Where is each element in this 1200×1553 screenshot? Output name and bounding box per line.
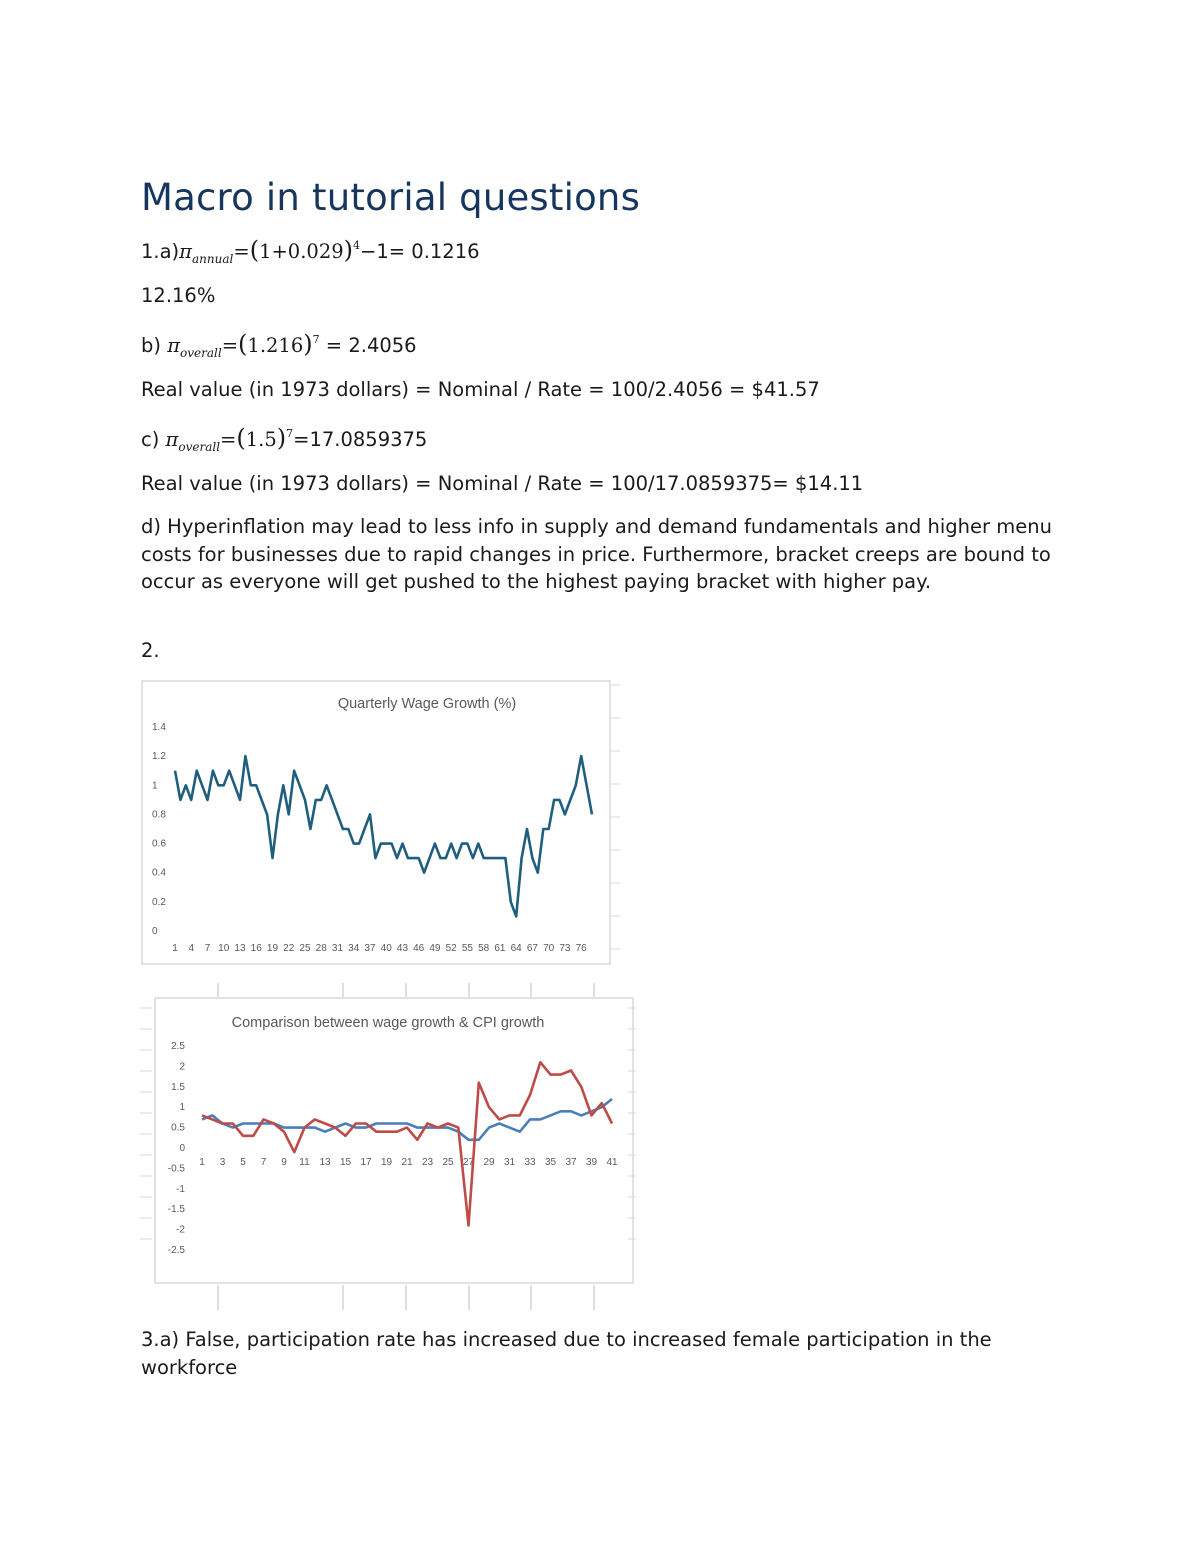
y-tick-label: 2.5 <box>171 1041 185 1052</box>
exponent: 7 <box>312 333 320 346</box>
x-tick-label: 35 <box>544 1157 557 1168</box>
x-tick-label: 7 <box>260 1157 267 1168</box>
x-tick-label: 52 <box>445 943 457 954</box>
q1c-inner: 1.5 <box>245 428 277 451</box>
x-tick-label: 76 <box>575 943 587 954</box>
x-tick-label: 46 <box>413 943 425 954</box>
y-tick-label: -2 <box>176 1224 185 1236</box>
q1c-real-value: Real value (in 1973 dollars) = Nominal / Rate = 100/17.0859375= $14.11 <box>141 472 864 495</box>
x-tick-label: 13 <box>234 943 246 954</box>
equals-sign: = <box>233 240 250 263</box>
x-tick-label: 31 <box>503 1157 516 1168</box>
x-tick-label: 37 <box>565 1157 577 1168</box>
wage-growth-chart <box>120 675 625 970</box>
q1c-equation <box>141 424 427 454</box>
chart-title: Quarterly Wage Growth (%) <box>337 696 517 712</box>
x-tick-label: 25 <box>299 943 311 954</box>
x-tick-label: 27 <box>462 1157 475 1168</box>
x-tick-label: 31 <box>331 943 344 954</box>
q1c-label: c) <box>141 428 166 451</box>
q1b-label: b) <box>141 334 168 357</box>
open-paren: ( <box>238 330 248 358</box>
x-tick-label: 61 <box>494 943 506 954</box>
q3a-paragraph: 3.a) False, participation rate has increased due to increased female participation in the workforce <box>141 1328 992 1379</box>
x-tick-label: 73 <box>559 943 571 954</box>
q1b-equation <box>141 330 417 360</box>
x-tick-label: 15 <box>339 1157 352 1168</box>
x-tick-label: 23 <box>421 1157 434 1168</box>
x-tick-label: 67 <box>526 943 538 954</box>
q1b-real-value: Real value (in 1973 dollars) = Nominal / Rate = 100/2.4056 = $41.57 <box>141 378 820 401</box>
y-tick-label: -1 <box>176 1183 185 1195</box>
y-tick-label: 1 <box>152 780 158 792</box>
y-tick-label: 0.2 <box>152 896 166 908</box>
q1a-result: −1= 0.1216 <box>360 240 480 263</box>
x-tick-label: 10 <box>218 943 230 954</box>
y-tick-label: -1.5 <box>167 1204 185 1216</box>
subscript-overall: overall <box>180 346 222 360</box>
page-title: Macro in tutorial questions <box>141 176 641 219</box>
y-tick-label: 1 <box>179 1102 185 1114</box>
x-tick-label: 58 <box>478 943 490 954</box>
subscript-annual: annual <box>192 252 234 266</box>
x-tick-label: 5 <box>240 1157 246 1168</box>
q2-label: 2. <box>141 639 160 662</box>
x-tick-label: 64 <box>510 943 522 954</box>
x-tick-label: 11 <box>299 1157 310 1168</box>
pi-symbol: π <box>167 334 181 357</box>
y-tick-label: 0 <box>152 926 158 937</box>
comparison-chart-container <box>138 983 638 1313</box>
x-tick-label: 43 <box>396 943 409 954</box>
x-tick-label: 21 <box>401 1157 413 1168</box>
y-tick-label: 0.5 <box>171 1122 185 1134</box>
q1a-equation <box>141 236 480 266</box>
q1b-result: = 2.4056 <box>319 334 417 357</box>
x-tick-label: 55 <box>461 943 474 954</box>
subscript-overall: overall <box>178 440 221 454</box>
y-tick-label: 0.4 <box>152 867 166 879</box>
y-tick-label: 0 <box>179 1143 185 1154</box>
y-tick-label: 1.4 <box>152 722 166 733</box>
x-tick-label: 1 <box>199 1157 205 1168</box>
close-paren: ) <box>303 330 313 358</box>
x-tick-label: 25 <box>442 1157 454 1168</box>
x-tick-label: 3 <box>219 1157 226 1168</box>
x-tick-label: 4 <box>188 943 195 954</box>
x-tick-label: 34 <box>348 943 360 954</box>
q1c-result: =17.0859375 <box>293 428 428 451</box>
q1b-inner: 1.216 <box>247 334 304 357</box>
pi-symbol: π <box>179 240 192 263</box>
x-tick-label: 70 <box>543 943 555 954</box>
y-tick-label: -2.5 <box>167 1245 185 1256</box>
open-paren: ( <box>249 236 260 264</box>
equals-sign: = <box>221 334 239 357</box>
x-tick-label: 1 <box>172 943 178 954</box>
x-tick-label: 7 <box>204 943 211 954</box>
comparison-chart <box>138 983 638 1313</box>
q1a-percent: 12.16% <box>141 284 216 307</box>
y-tick-label: 0.6 <box>152 838 166 850</box>
x-tick-label: 17 <box>360 1157 372 1168</box>
q1d-paragraph: d) Hyperinflation may lead to less info in supply and demand fundamentals and higher menu costs for businesses due to rapid changes in price. Furthermore, bracket creeps are bound to occur as everyone will get pushed to the highest paying bracket with higher pay. <box>141 515 1052 593</box>
y-tick-label: 0.8 <box>152 809 166 821</box>
exponent: 4 <box>353 239 361 252</box>
pi-symbol: π <box>165 428 179 451</box>
chart-frame <box>155 998 633 1283</box>
x-tick-label: 49 <box>429 943 441 954</box>
x-tick-label: 16 <box>250 943 262 954</box>
open-paren: ( <box>236 424 246 452</box>
wage-growth-chart-container <box>120 675 625 970</box>
y-tick-label: -0.5 <box>167 1163 185 1175</box>
x-tick-label: 41 <box>606 1157 618 1168</box>
x-tick-label: 22 <box>283 943 295 954</box>
x-tick-label: 13 <box>319 1157 331 1168</box>
y-tick-label: 1.2 <box>152 751 166 763</box>
x-tick-label: 9 <box>281 1157 287 1168</box>
close-paren: ) <box>343 236 354 264</box>
chart-frame <box>142 681 610 964</box>
y-tick-label: 2 <box>179 1061 185 1073</box>
y-tick-label: 1.5 <box>171 1081 185 1093</box>
equals-sign: = <box>220 428 237 451</box>
exponent: 7 <box>286 427 294 440</box>
x-tick-label: 29 <box>483 1157 495 1168</box>
x-tick-label: 40 <box>380 943 392 954</box>
x-tick-label: 33 <box>524 1157 536 1168</box>
x-tick-label: 19 <box>380 1157 393 1168</box>
x-tick-label: 19 <box>266 943 279 954</box>
chart-title: Comparison between wage growth & CPI growth <box>231 1015 545 1031</box>
q1a-inner: 1+0.029 <box>259 240 344 263</box>
x-tick-label: 39 <box>585 1157 598 1168</box>
q1a-label: 1.a) <box>141 240 180 263</box>
x-tick-label: 37 <box>364 943 376 954</box>
x-tick-label: 28 <box>315 943 327 954</box>
close-paren: ) <box>276 424 287 452</box>
